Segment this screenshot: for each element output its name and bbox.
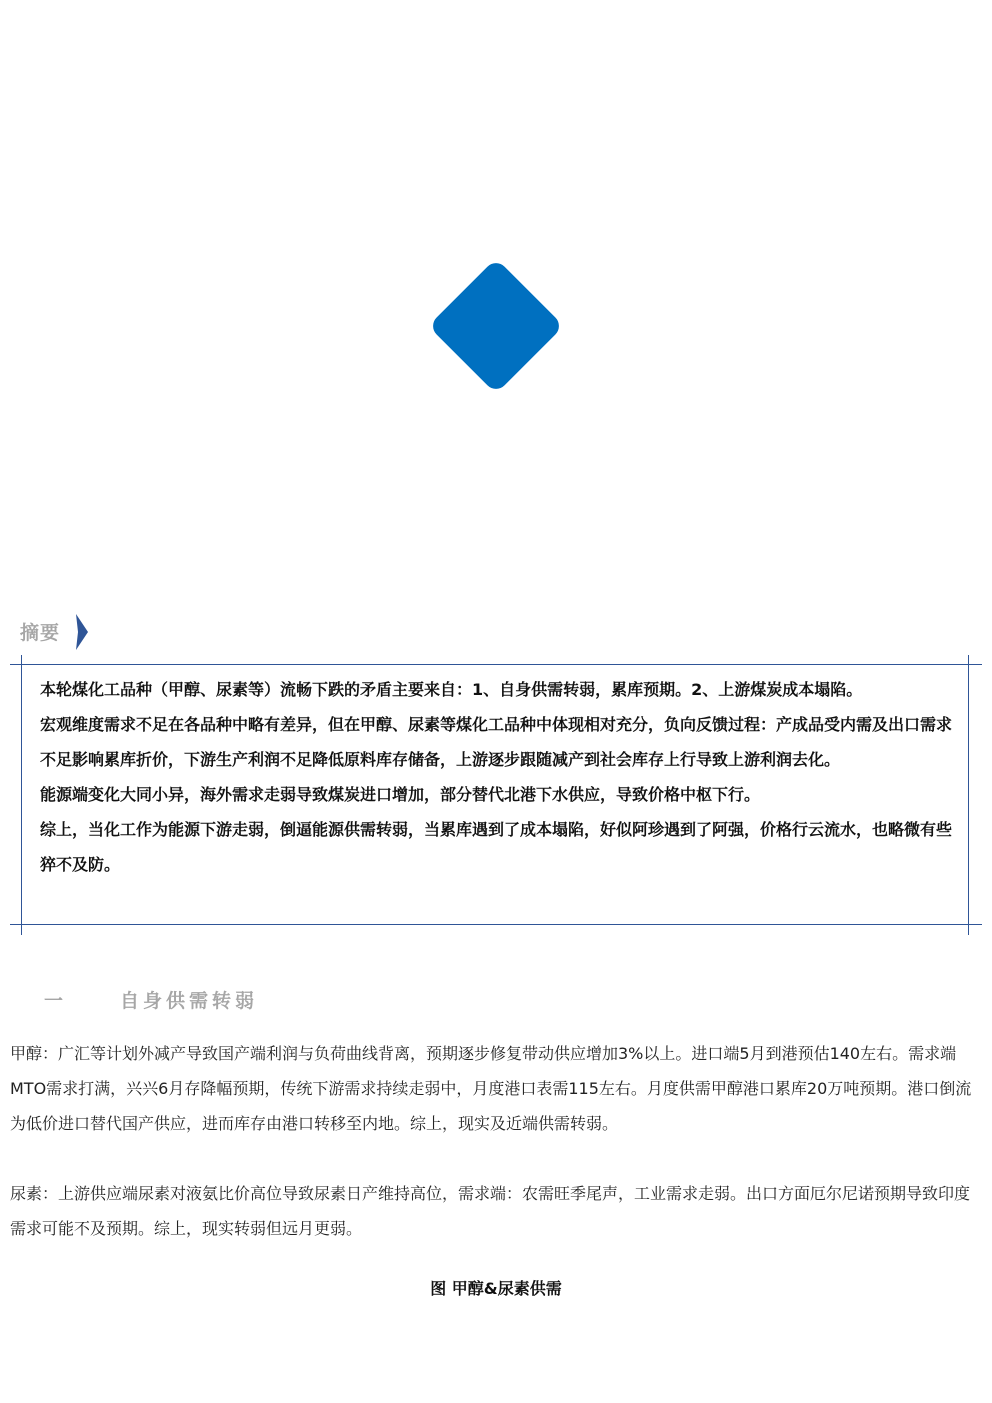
abstract-heading xyxy=(20,614,60,648)
figure-caption: 图 甲醇&尿素供需 xyxy=(430,1279,562,1298)
section-heading xyxy=(44,984,258,1014)
summary-bottom-rule xyxy=(10,924,982,925)
chevron-right-icon xyxy=(76,614,88,650)
summary-right-rule xyxy=(968,655,969,935)
diamond-logo-icon xyxy=(425,255,567,397)
summary-top-rule xyxy=(10,664,982,665)
abstract-title: 摘要 xyxy=(20,621,61,644)
methanol-paragraph: 甲醇：广汇等计划外减产导致国产端利润与负荷曲线背离，预期逐步修复带动供应增加3%以上。进口端5月到港预估140左右。需求端MTO需求打满，兴兴6月存降幅预期，传统下游需求持续走弱中，月度港口表需115左右。月度供需甲醇港口累库20万吨预期。港口倒流为低价进口替代国产供应，进而库存由港口转移至内地。综上，现实及近端供需转弱。 xyxy=(10,1044,972,1133)
urea-paragraph: 尿素：上游供应端尿素对液氨比价高位导致尿素日产维持高位，需求端：农需旺季尾声，工业需求走弱。出口方面厄尔尼诺预期导致印度需求可能不及预期。综上，现实转弱但远月更弱。 xyxy=(10,1184,971,1238)
abstract-paragraph: 本轮煤化工品种（甲醇、尿素等）流畅下跌的矛盾主要来自：1、自身供需转弱，累库预期。2、上游煤炭成本塌陷。 xyxy=(40,680,863,699)
abstract-paragraph: 综上，当化工作为能源下游走弱，倒逼能源供需转弱，当累库遇到了成本塌陷，好似阿珍遇到了阿强，价格行云流水，也略微有些猝不及防。 xyxy=(40,820,953,874)
abstract-body xyxy=(40,672,954,882)
abstract-paragraph: 能源端变化大同小异，海外需求走弱导致煤炭进口增加，部分替代北港下水供应，导致价格中枢下行。 xyxy=(40,785,761,804)
abstract-paragraph: 宏观维度需求不足在各品种中略有差异，但在甲醇、尿素等煤化工品种中体现相对充分，负向反馈过程：产成品受内需及出口需求不足影响累库折价，下游生产利润不足降低原料库存储备，上游逐步跟随减产到社会库存上行导致上游利润去化。 xyxy=(40,715,953,769)
section-title: 自身供需转弱 xyxy=(120,989,259,1012)
section-number: 一 xyxy=(44,989,68,1012)
summary-left-rule xyxy=(21,655,22,935)
